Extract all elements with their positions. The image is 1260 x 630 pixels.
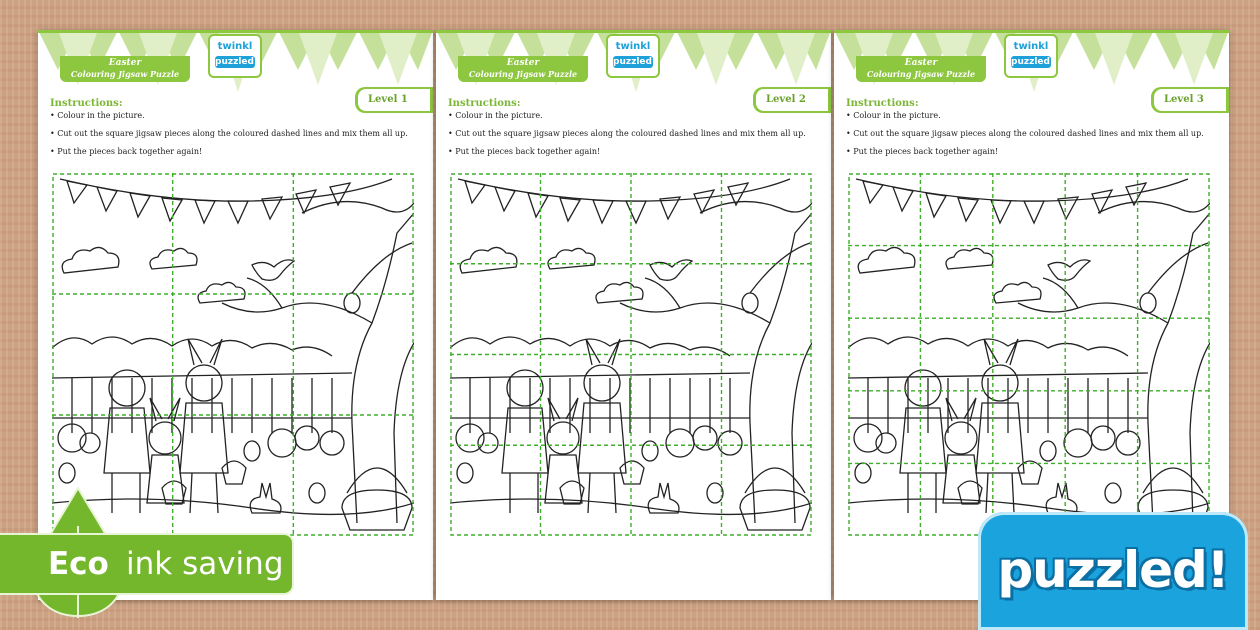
instruction-item-2: • Cut out the square jigsaw pieces along the coloured dashed lines and mix them all up. <box>448 129 806 138</box>
worksheet-level-2 <box>436 30 831 600</box>
logo-puzzled-text: puzzled! <box>1011 57 1055 67</box>
twinkl-puzzled-logo <box>1004 34 1058 78</box>
instruction-item-3: • Put the pieces back together again! <box>50 147 203 156</box>
instruction-item-1: • Colour in the picture. <box>448 111 543 120</box>
instruction-item-2: • Cut out the square jigsaw pieces along the coloured dashed lines and mix them all up. <box>846 129 1204 138</box>
twinkl-puzzled-logo <box>208 34 262 78</box>
instructions-title: Instructions: <box>846 98 919 109</box>
title-line-2: Colouring Jigsaw Puzzle <box>468 69 578 79</box>
twinkl-puzzled-logo <box>606 34 660 78</box>
easter-colouring-picture <box>450 173 812 536</box>
instruction-item-1: • Colour in the picture. <box>846 111 941 120</box>
level-label: Level 3 <box>1154 89 1226 111</box>
title-line-2: Colouring Jigsaw Puzzle <box>70 69 180 79</box>
logo-twinkl-text: twinkl <box>217 41 253 52</box>
worksheet-title <box>458 56 588 82</box>
instruction-item-1: • Colour in the picture. <box>50 111 145 120</box>
easter-colouring-picture <box>848 173 1210 536</box>
title-line-1: Easter <box>904 58 938 68</box>
worksheet-title <box>60 56 190 82</box>
logo-puzzled-text: puzzled! <box>215 57 259 67</box>
title-line-1: Easter <box>108 58 142 68</box>
logo-puzzled-text: puzzled! <box>613 57 657 67</box>
instructions-block <box>448 98 818 165</box>
puzzled-logo-text: puzzled! <box>997 541 1229 599</box>
instructions-title: Instructions: <box>448 98 521 109</box>
instructions-block <box>50 98 420 165</box>
title-line-2: Colouring Jigsaw Puzzle <box>866 69 976 79</box>
eco-ink-saving-text: ink saving <box>126 546 284 582</box>
puzzled-brand-badge <box>978 512 1248 630</box>
instruction-item-3: • Put the pieces back together again! <box>846 147 999 156</box>
instruction-item-3: • Put the pieces back together again! <box>448 147 601 156</box>
instructions-block <box>846 98 1216 165</box>
instruction-item-2: • Cut out the square jigsaw pieces along the coloured dashed lines and mix them all up. <box>50 129 408 138</box>
eco-label: Eco <box>48 546 109 582</box>
worksheet-title <box>856 56 986 82</box>
easter-colouring-picture <box>52 173 414 536</box>
logo-twinkl-text: twinkl <box>1013 41 1049 52</box>
level-label: Level 2 <box>756 89 828 111</box>
logo-twinkl-text: twinkl <box>615 41 651 52</box>
level-label: Level 1 <box>358 89 430 111</box>
instructions-title: Instructions: <box>50 98 123 109</box>
title-line-1: Easter <box>506 58 540 68</box>
